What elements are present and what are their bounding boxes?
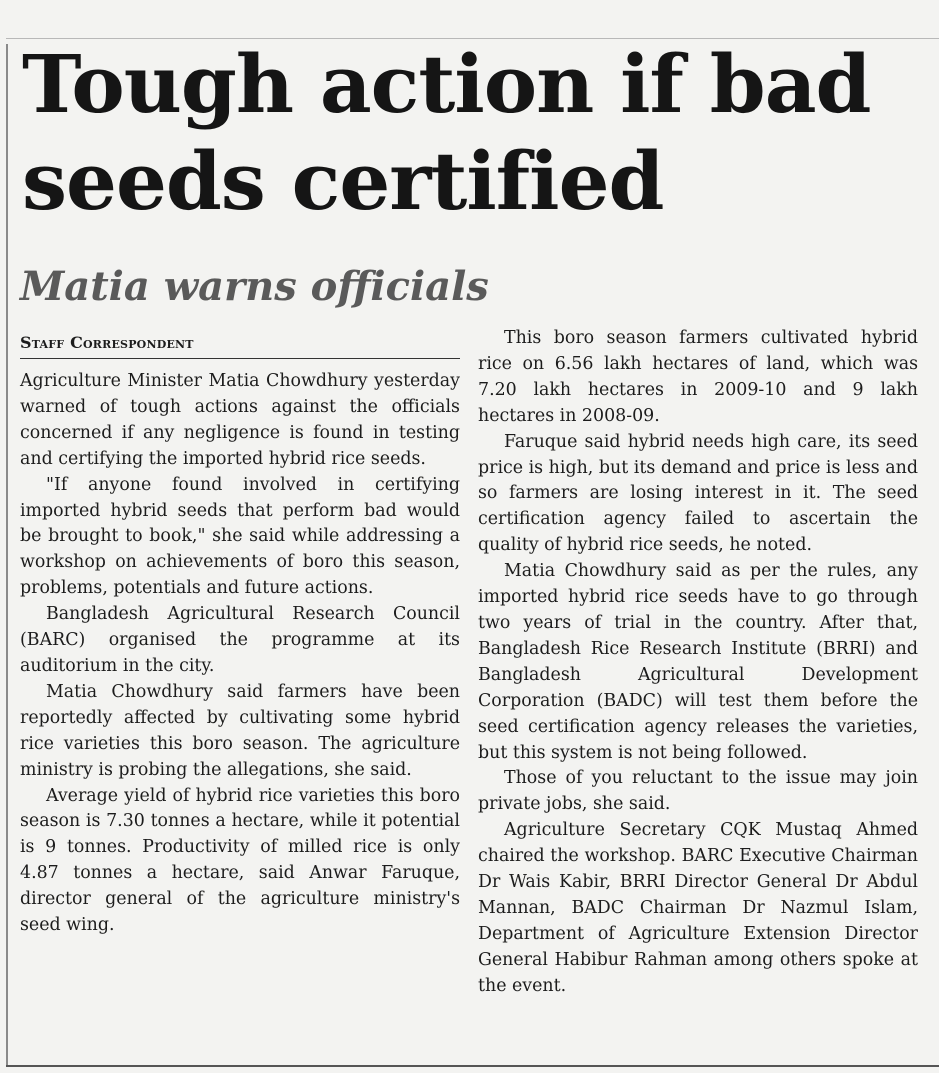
- article-paragraph: Matia Chowdhury said as per the rules, any imported hybrid rice seeds have to go through two years of trial in the country. After that, Bangladesh Rice Research Institute (BRRI) and Bangladesh Agricultural Development Corporation (BADC) will test them before the seed certification agency releases the varieties, but this system is not being followed.: [478, 561, 918, 763]
- subheadline: Matia warns officials: [20, 263, 489, 310]
- article-paragraph: "If anyone found involved in certifying imported hybrid seeds that perform bad would be brought to book," she said while addressing a workshop on achievements of boro this season, problems, potentials and future actions.: [20, 474, 460, 599]
- article-paragraph: Faruque said hybrid needs high care, its seed price is high, but its demand and price is less and so farmers are losing interest in it. The seed certification agency failed to ascertain the quality of hybrid rice seeds, he noted.: [478, 431, 918, 556]
- bottom-rule: [6, 1065, 939, 1067]
- left-column-rule: [6, 44, 8, 1066]
- article-paragraph: This boro season farmers cultivated hybrid rice on 6.56 lakh hectares of land, which was 7.20 lakh hectares in 2009-10 and 9 lakh hectares in 2008-09.: [478, 328, 918, 426]
- article-paragraph: Matia Chowdhury said farmers have been reportedly affected by cultivating some hybrid rice varieties this boro season. The agriculture ministry is probing the allegations, she said.: [20, 681, 460, 780]
- article-paragraph: Agriculture Secretary CQK Mustaq Ahmed chaired the workshop. BARC Executive Chairman Dr Wais Kabir, BRRI Director General Dr Abdul Mannan, BADC Chairman Dr Nazmul Islam, Department of Agriculture Extension Director General Habibur Rahman among others spoke at the event.: [478, 820, 918, 996]
- article-paragraph: Bangladesh Agricultural Research Council (BARC) organised the programme at its auditorium in the city.: [20, 604, 460, 676]
- article-paragraph: Agriculture Minister Matia Chowdhury yesterday warned of tough actions against the officials concerned if any negligence is found in testing and certifying the imported hybrid rice seeds.: [20, 371, 460, 469]
- article-column-left: [20, 326, 460, 939]
- headline: Tough action if bad seeds certified: [22, 37, 871, 228]
- article-paragraph: Those of you reluctant to the issue may join private jobs, she said.: [478, 768, 918, 815]
- article-paragraph: Average yield of hybrid rice varieties this boro season is 7.30 tonnes a hectare, while it potential is 9 tonnes. Productivity of milled rice is only 4.87 tonnes a hectare, said Anwar Faruque, director general of the agriculture ministry's seed wing.: [20, 785, 460, 936]
- byline: Staff Correspondent: [20, 330, 460, 359]
- article-column-right: [478, 326, 918, 1000]
